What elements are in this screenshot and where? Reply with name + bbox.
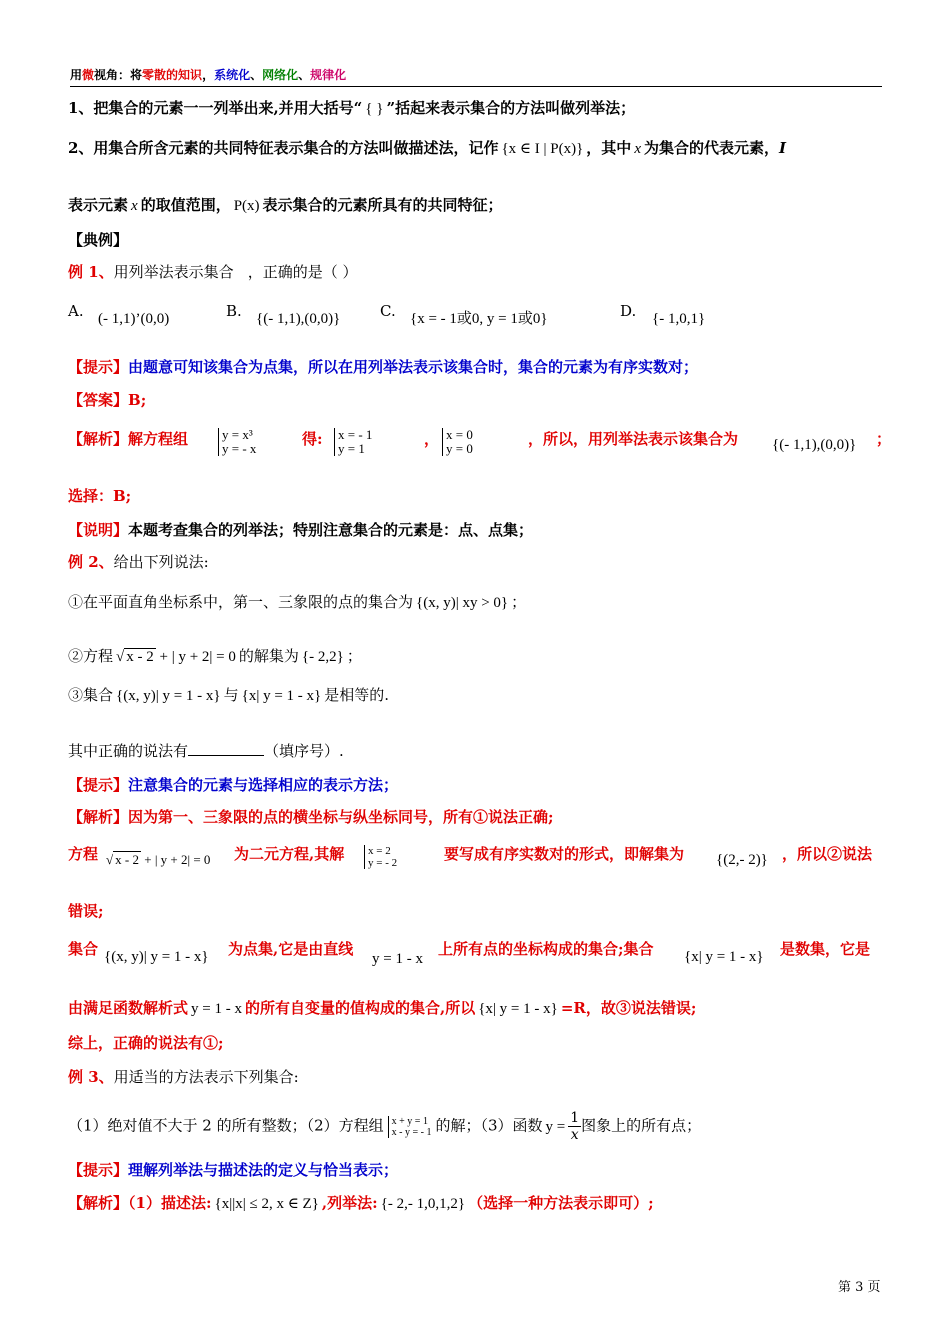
summary-line: 综上，正确的说法有①; [68,1034,224,1052]
header-text: ， [202,68,215,82]
math-set: {- 2,- 1,0,1,2} [380,1196,466,1212]
example-text: ，正确的是（ ） [247,263,358,281]
analysis-text: 要写成有序实数对的形式，即解集为 [444,845,685,863]
sqrt-content: x - 2 [126,649,154,665]
equation: x = 0 [446,427,473,442]
def-text: 的取值范围， [140,196,231,214]
analysis-text: ； [876,430,892,448]
analysis-text: 的所有自变量的值构成的集合,所以 [244,999,476,1017]
function-lhs: y = [545,1118,566,1135]
math-set: {x| y = 1 - x} [684,949,764,965]
note-text: 本题考查集合的列举法；特别注意集合的元素是：点、点集； [128,521,534,539]
example-1-answer [68,389,888,411]
equation: x = - 1 [338,427,373,442]
math-equation: √ x - 2 + | y + 2| = 0 [116,649,236,665]
page-header [70,66,882,87]
analysis-text: 由满足函数解析式 [68,999,189,1017]
example-text: 给出下列说法: [113,553,209,571]
example-1-hint [68,356,888,378]
analysis-text: （选择一种方法表示即可）; [468,1194,654,1212]
analysis-text: 为二元方程,其解 [234,845,345,863]
solution-system [442,428,473,456]
example-1-choice: 选择：B; [68,487,132,505]
header-text: 规律化 [310,68,347,82]
math-set: {(x, y)| xy > 0} [416,595,509,611]
denominator: x [570,1127,579,1143]
function-expression: y = 1 - x [191,1001,242,1017]
analysis-2-cont: 错误; [68,902,104,920]
def-text: 1、把集合的元素一一列举出来,并用大括号“ [68,99,363,117]
statement-text: 的解集为 [238,647,299,665]
def-text: 2、用集合所含元素的共同特征表示集合的方法叫做描述法，记作 [68,139,499,157]
def-text: 表示元素 [68,196,129,214]
example-3-hint [68,1159,888,1181]
analysis-text: ，所以②说法 [782,845,873,863]
section-heading: 【典例】 [68,231,129,249]
analysis-text: ,列举法: [321,1194,378,1212]
example-label: 例 1、 [68,263,114,281]
result-set: {(- 1,1),(0,0)} [772,437,857,453]
example-label: 例 2、 [68,553,114,571]
header-text: 、 [298,68,311,82]
option-b-label: B. [226,302,242,320]
option-d: {- 1,0,1} [652,311,706,327]
option-d-label: D. [620,302,637,320]
equation: y = - x [222,441,257,456]
solution-system [364,845,397,869]
option-c-label: C. [380,302,396,320]
analysis-label: 【解析】 [68,430,129,448]
analysis-text: 上所有点的坐标构成的集合;集合 [438,940,654,958]
answer-label: 【答案】 [68,391,129,409]
hint-label: 【提示】 [68,358,129,376]
hint-text: 注意集合的元素与选择相应的表示方法； [128,776,399,794]
statement-3 [68,684,888,707]
analysis-text: 方程 [68,845,99,863]
math-set: {(x, y)| y = 1 - x} [116,688,221,704]
analysis-text: ，所以，用列举法表示该集合为 [528,430,739,448]
statement-text: 与 [223,686,239,704]
var-I: I [779,139,787,157]
numerator: 1 [570,1110,580,1126]
equation: x + y = 1 [391,1115,428,1127]
hint-label: 【提示】 [68,1161,129,1179]
definition-1 [68,97,888,120]
equation: x = 2 [368,845,391,857]
statement-text: 是相等的. [324,686,390,704]
equation-part: + | y + 2| = 0 [159,649,236,665]
analysis-3-cont [68,997,888,1020]
analysis-3 [68,938,888,967]
option-b: {(- 1,1),(0,0)} [256,311,341,327]
option-c: {x = - 1或0, y = 1或0} [410,311,548,327]
analysis-text: 集合 [68,940,99,958]
analysis-text: 为点集,它是由直线 [228,940,354,958]
hint-text: 理解列举法与描述法的定义与恰当表示； [128,1161,399,1179]
analysis-2 [68,843,888,869]
def-text: ”括起来表示集合的方法叫做列举法； [386,99,636,117]
equation: y = x³ [222,427,253,442]
header-text: 零散的知识 [142,68,203,82]
solution-system [334,428,372,456]
statement-1 [68,591,888,614]
header-text: 网络化 [262,68,299,82]
fill-text: 其中正确的说法有 [68,742,189,760]
analysis-text: 是数集，它是 [780,940,871,958]
equation: y = 0 [446,441,473,456]
line-equation: y = 1 - x [372,951,423,967]
example-2-title [68,551,888,573]
header-text: 微 [82,68,95,82]
note-label: 【说明】 [68,521,129,539]
predicate-px: P(x) [233,198,260,214]
analysis-text: 解方程组 [128,430,189,448]
set-builder-formula: {x ∈ I | P(x)} [501,141,584,157]
analysis-text: =R，故③说法错误; [560,999,697,1017]
hint-label: 【提示】 [68,776,129,794]
answer-text: B; [128,391,147,409]
example-3-question [68,1110,888,1143]
definition-2-cont [68,194,888,217]
answer-blank [188,741,264,756]
fill-blank-line [68,740,888,762]
result-set: {(2,- 2)} [716,852,768,868]
statement-text: ①在平面直角坐标系中，第一、三象限的点的集合为 [68,593,414,611]
example-1-note [68,519,888,541]
math-set: {(x, y)| y = 1 - x} [104,949,209,965]
var-x: x [131,198,138,214]
def-text: 为集合的代表元素， [643,139,779,157]
equation-part: + | y + 2| = 0 [144,852,211,867]
example-1-title [68,261,888,283]
equation-system [218,428,256,456]
analysis-text: 得: [302,430,323,448]
analysis-text: （1）描述法: [128,1194,212,1212]
equation: y = 1 [338,441,365,456]
statement-2 [68,645,888,668]
header-text: 用 [70,68,83,82]
statement-text: ②方程 [68,647,114,665]
fill-text: （填序号）. [264,742,344,760]
example-label: 例 3、 [68,1068,114,1086]
analysis-label: 【解析】 [68,808,129,826]
statement-text: ； [511,593,527,611]
definition-2 [68,137,888,160]
analysis-text: ， [424,430,440,448]
braces-symbol: { } [365,101,384,117]
example-2-hint [68,774,888,796]
equation: y = - 2 [368,857,398,869]
example-3-analysis [68,1192,888,1215]
equation-system [388,1116,432,1138]
header-text: 视角：将 [94,68,143,82]
question-text: 图象上的所有点； [581,1116,702,1135]
var-x: x [634,141,641,157]
analysis-label: 【解析】 [68,1194,129,1212]
question-text: 的解；（3）函数 [435,1116,543,1135]
math-set: {- 2,2} [301,649,344,665]
statement-text: ； [346,647,362,665]
option-a-label: A. [68,302,84,320]
fraction [568,1110,581,1143]
header-text: 系统化 [214,68,251,82]
math-set: {x||x| ≤ 2, x ∈ Z} [214,1196,319,1212]
header-text: 、 [250,68,263,82]
example-1-analysis [68,427,892,456]
hint-text: 由题意可知该集合为点集，所以在用列举法表示该集合时，集合的元素为有序实数对； [128,358,699,376]
sqrt-content: x - 2 [115,852,139,867]
def-text: ，其中 [586,139,632,157]
analysis-text: 因为第一、三象限的点的横坐标与纵坐标同号，所有①说法正确; [128,808,554,826]
example-text: 用适当的方法表示下列集合: [113,1068,299,1086]
math-set: {x| y = 1 - x} [241,688,322,704]
statement-text: ③集合 [68,686,114,704]
math-set: {x| y = 1 - x} [478,1001,558,1017]
equation: x - y = - 1 [391,1126,432,1138]
example-2-analysis [68,806,888,828]
question-text: （1）绝对值不大于 2 的所有整数；（2）方程组 [68,1116,384,1135]
def-text: 表示集合的元素所具有的共同特征； [262,196,503,214]
math-equation: √ x - 2 + | y + 2| = 0 [106,852,211,867]
option-a: (- 1,1)’(0,0) [98,311,170,327]
example-text: 用列举法表示集合 [113,263,234,281]
example-3-title [68,1066,888,1088]
page-number: 第 3 页 [838,1280,881,1295]
